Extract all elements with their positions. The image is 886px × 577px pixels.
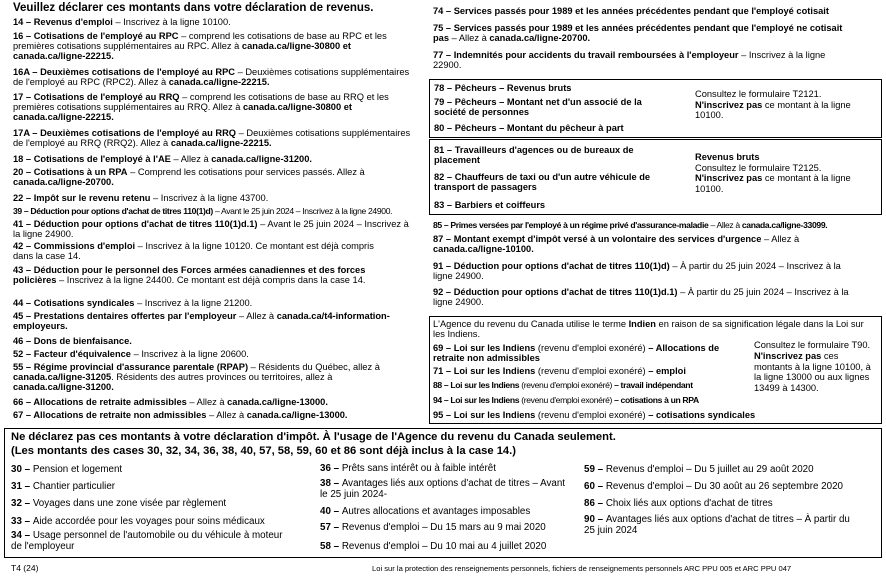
cra-item-60: 60 – Revenus d'emploi – Du 30 août au 26 septembre 2020 <box>584 481 843 492</box>
cra-item-30: 30 – Pension et logement <box>11 464 123 475</box>
indian-act-note: Consultez le formulaire T90. N'inscrivez pas ces montants à la ligne 10100, à la ligne 13000 ou aux lignes 13499 à 14300. <box>754 340 871 394</box>
entry-45: 45 – Prestations dentaires offertes par l'employeur – Allez à canada.ca/t4-information-employeurs. <box>13 311 390 332</box>
entry-22: 22 – Impôt sur le revenu retenu – Inscrivez à la ligne 43700. <box>13 193 269 203</box>
entry-44: 44 – Cotisations syndicales – Inscrivez à la ligne 21200. <box>13 298 253 308</box>
entry-88: 88 – Loi sur les Indiens (revenu d'emploi exonéré) – travail indépendant <box>433 380 693 390</box>
fishing-note: Consultez le formulaire T2121. N'inscrivez pas ce montant à la ligne 10100. <box>695 89 851 121</box>
cra-item-57: 57 – Revenus d'emploi – Du 15 mars au 9 mai 2020 <box>320 522 546 533</box>
entry-77: 77 – Indemnités pour accidents du travail remboursées à l'employeur – Inscrivez à la ligne 22900. <box>433 50 826 71</box>
cra-heading-1: Ne déclarez pas ces montants à votre déclaration d'impôt. À l'usage de l'Agence du revenu du Canada seulement. <box>11 431 616 443</box>
cra-item-32: 32 – Voyages dans une zone visée par règlement <box>11 498 227 509</box>
entry-67: 67 – Allocations de retraite non admissibles – Allez à canada.ca/ligne-13000. <box>13 410 348 420</box>
entry-75: 75 – Services passés pour 1989 et les années précédentes pendant que l'employé ne cotisait pas – Allez à canada.ca/ligne-20700. <box>433 23 843 44</box>
entry-80: 80 – Pêcheurs – Montant du pêcheur à part <box>434 123 624 133</box>
entry-14: 14 – Revenus d'emploi – Inscrivez à la ligne 10100. <box>13 17 231 27</box>
cra-item-34: 34 – Usage personnel de l'automobile ou du véhicule à moteur de l'employeur <box>11 530 283 552</box>
cra-item-86: 86 – Choix liés aux options d'achat de titres <box>584 498 773 509</box>
entry-18: 18 – Cotisations de l'employé à l'AE – Allez à canada.ca/ligne-31200. <box>13 154 312 164</box>
entry-83: 83 – Barbiers et coiffeurs <box>434 200 546 210</box>
entry-16: 16 – Cotisations de l'employé au RPC – comprend les cotisations de base au RPC et les premières cotisations supplémentaires au RPC. Allez à canada.ca/ligne-30800 et canada.ca/ligne-22215. <box>13 31 387 62</box>
cra-item-36: 36 – Prêts sans intérêt ou à faible intérêt <box>320 463 496 474</box>
form-id: T4 (24) <box>11 563 39 573</box>
entry-41: 41 – Déduction pour options d'achat de titres 110(1)d.1) – Avant le 25 juin 2024 – Inscrivez à la ligne 24900. <box>13 219 409 240</box>
entry-43: 43 – Déduction pour le personnel des Forces armées canadiennes et des forces policières – Inscrivez à la ligne 24400. Ce montant est déjà compris dans la case 14. <box>13 265 366 286</box>
entry-52: 52 – Facteur d'équivalence – Inscrivez à la ligne 20600. <box>13 349 249 359</box>
taxi-note: Revenus bruts Consultez le formulaire T2125. N'inscrivez pas ce montant à la ligne 10100. <box>695 152 851 194</box>
entry-91: 91 – Déduction pour options d'achat de titres 110(1)d) – À partir du 25 juin 2024 – Inscrivez à la ligne 24900. <box>433 261 841 282</box>
entry-16a: 16A – Deuxièmes cotisations de l'employé au RPC – Deuxièmes cotisations supplémentaires de l'employé au RPC (RPC2). Allez à canada.ca/ligne-22215. <box>13 67 410 88</box>
entry-17a: 17A – Deuxièmes cotisations de l'employé au RRQ – Deuxièmes cotisations supplémentaires de l'employé au RRQ (RRQ2). Allez à canada.ca/ligne-22215. <box>13 128 411 149</box>
cra-item-59: 59 – Revenus d'emploi – Du 5 juillet au 29 août 2020 <box>584 464 814 475</box>
entry-17: 17 – Cotisations de l'employé au RRQ – comprend les cotisations de base au RRQ et les premières cotisations supplémentaires au RRQ. Allez à canada.ca/ligne-30800 et canada.ca/ligne-22215. <box>13 92 389 123</box>
entry-94: 94 – Loi sur les Indiens (revenu d'emploi exonéré) – cotisations à un RPA <box>433 395 699 405</box>
entry-69: 69 – Loi sur les Indiens (revenu d'emploi exonéré) – Allocations de retraite non admissibles <box>433 343 720 364</box>
entry-81: 81 – Travailleurs d'agences ou de bureaux de placement <box>434 145 634 166</box>
cra-heading-2: (Les montants des cases 30, 32, 34, 36, 38, 40, 57, 58, 59, 60 et 86 sont déjà inclus à la case 14.) <box>11 445 516 457</box>
entry-55: 55 – Régime provincial d'assurance parentale (RPAP) – Résidents du Québec, allez à canada.ca/ligne-31205. Résidents des autres provinces ou territoires, allez à canada.ca/ligne-31200. <box>13 362 380 393</box>
entry-74: 74 – Services passés pour 1989 et les années précédentes pendant que l'employé cotisait <box>433 6 829 16</box>
entry-87: 87 – Montant exempt d'impôt versé à un volontaire des services d'urgence – Allez à canada.ca/ligne-10100. <box>433 234 800 255</box>
entry-95: 95 – Loi sur les Indiens (revenu d'emploi exonéré) – cotisations syndicales <box>433 410 756 420</box>
entry-71: 71 – Loi sur les Indiens (revenu d'emploi exonéré) – emploi <box>433 366 686 376</box>
entry-85: 85 – Primes versées par l'employé à un régime privé d'assurance-maladie – Allez à canada.ca/ligne-33099. <box>433 220 828 230</box>
cra-item-38: 38 – Avantages liés aux options d'achat de titres – Avant le 25 juin 2024- <box>320 478 565 500</box>
entry-79: 79 – Pêcheurs – Montant net d'un associé de la société de personnes <box>434 97 642 118</box>
indian-act-intro: L'Agence du revenu du Canada utilise le terme Indien en raison de sa signification légale dans la Loi sur les Indiens. <box>433 319 864 340</box>
privacy-notice: Loi sur la protection des renseignements personnels, fichiers de renseignements personnels ARC PPU 005 et ARC PPU 047 <box>372 564 792 573</box>
cra-item-40: 40 – Autres allocations et avantages imposables <box>320 506 531 517</box>
entry-39: 39 – Déduction pour options d'achat de titres 110(1)d) – Avant le 25 juin 2024 – Inscrivez à la ligne 24900. <box>13 206 393 216</box>
cra-item-90: 90 – Avantages liés aux options d'achat de titres – À partir du 25 juin 2024 <box>584 514 850 536</box>
cra-item-33: 33 – Aide accordée pour les voyages pour soins médicaux <box>11 516 265 527</box>
entry-46: 46 – Dons de bienfaisance. <box>13 336 132 346</box>
cra-item-31: 31 – Chantier particulier <box>11 481 116 492</box>
cra-item-58: 58 – Revenus d'emploi – Du 10 mai au 4 juillet 2020 <box>320 541 547 552</box>
entry-20: 20 – Cotisations à un RPA – Comprend les cotisations pour services passés. Allez à canada.ca/ligne-20700. <box>13 167 365 188</box>
entry-92: 92 – Déduction pour options d'achat de titres 110(1)d.1) – À partir du 25 juin 2024 – Inscrivez à la ligne 24900. <box>433 287 849 308</box>
left-heading: Veuillez déclarer ces montants dans votre déclaration de revenus. <box>13 2 374 14</box>
entry-78: 78 – Pêcheurs – Revenus bruts <box>434 83 572 93</box>
entry-42: 42 – Commissions d'emploi – Inscrivez à la ligne 10120. Ce montant est déjà compris dans la case 14. <box>13 241 374 262</box>
entry-66: 66 – Allocations de retraite admissibles – Allez à canada.ca/ligne-13000. <box>13 397 328 407</box>
entry-82: 82 – Chauffeurs de taxi ou d'un autre véhicule de transport de passagers <box>434 172 651 193</box>
